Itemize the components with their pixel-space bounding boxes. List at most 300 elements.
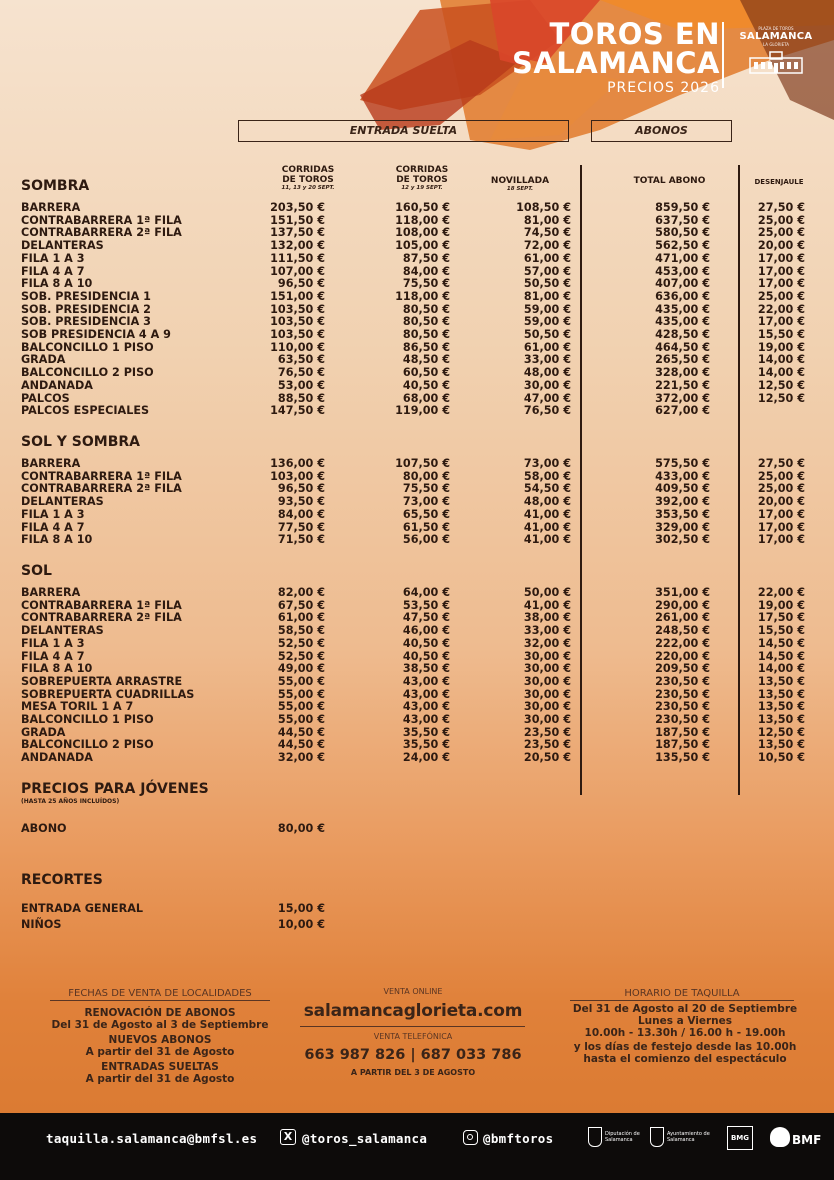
price-corridas-2: 48,50 € [402,353,450,367]
price-corridas-2: 105,00 € [395,239,450,253]
price-corridas-1: 49,00 € [277,662,325,676]
price-desenjaule: 13,50 € [757,738,805,752]
price-desenjaule: 27,50 € [757,201,805,214]
price-novillada: 38,00 € [523,611,571,625]
price-total-abono: 261,00 € [655,611,710,625]
price-corridas-1: 110,00 € [270,340,325,354]
price-desenjaule: 15,50 € [757,328,805,341]
seat-name: FILA 1 A 3 [21,507,85,521]
price-corridas-1: 55,00 € [277,700,325,714]
price-corridas-1: 111,50 € [270,251,325,265]
price-corridas-2: 80,50 € [402,328,450,341]
price-corridas-1: 67,50 € [277,598,325,612]
price-novillada: 33,00 € [523,353,571,367]
price-desenjaule: 13,50 € [757,674,805,688]
price-total-abono: 220,00 € [655,649,710,663]
seat-name: ANDANADA [21,378,93,392]
fechas-title: FECHAS DE VENTA DE LOCALIDADES [50,988,270,1001]
price-corridas-2: 40,50 € [402,636,450,650]
price-corridas-1: 44,50 € [277,738,325,752]
price-corridas-1: 151,50 € [270,213,325,227]
price-desenjaule: 22,00 € [757,586,805,599]
x-twitter-icon: X [280,1129,296,1145]
price-desenjaule: 13,50 € [757,713,805,726]
price-total-abono: 230,50 € [655,713,710,726]
seat-name: FILA 4 A 7 [21,649,85,663]
price-desenjaule: 17,00 € [757,507,805,521]
price-total-abono: 433,00 € [655,469,710,483]
price-corridas-1: 63,50 € [277,353,325,367]
price-desenjaule: 25,00 € [757,482,805,496]
price-row [21,496,811,509]
fechas-block: RENOVACIÓN DE ABONOS Del 31 de Agosto al 3 de Septiembre NUEVOS ABONOS A partir del 31 de Agosto ENTRADAS SUELTAS A partir del 31 de Agosto [51,1007,269,1085]
price-total-abono: 435,00 € [655,315,710,329]
price-corridas-2: 53,50 € [402,598,450,612]
price-corridas-1: 147,50 € [270,404,325,418]
price-novillada: 20,50 € [523,751,571,765]
price-row [21,253,811,266]
price-novillada: 30,00 € [523,674,571,688]
seat-name: SOBREPUERTA CUADRILLAS [21,687,195,701]
price-novillada: 57,00 € [523,264,571,278]
price-novillada: 48,00 € [523,366,571,380]
price-corridas-1: 103,50 € [270,302,325,316]
price-corridas-2: 56,00 € [402,533,450,547]
price-total-abono: 328,00 € [655,366,710,380]
col-corridas-2: CORRIDAS DE TOROS 12 y 19 SEPT. [395,165,449,191]
price-corridas-2: 60,50 € [402,366,450,380]
seat-name: CONTRABARRERA 2ª FILA [21,611,182,625]
price-row [21,202,811,215]
price-novillada: 50,00 € [523,586,571,599]
price-corridas-2: 43,00 € [402,700,450,714]
ayuntamiento-shield-icon [650,1127,664,1147]
price-corridas-1: 58,50 € [277,624,325,638]
price-corridas-2: 40,50 € [402,649,450,663]
price-corridas-1: 151,00 € [270,289,325,303]
price-total-abono: 222,00 € [655,636,710,650]
price-total-abono: 353,50 € [655,507,710,521]
price-desenjaule: 17,00 € [757,251,805,265]
price-novillada: 41,00 € [523,520,571,534]
seat-name: CONTRABARRERA 1ª FILA [21,598,182,612]
price-novillada: 74,50 € [523,226,571,240]
price-total-abono: 265,50 € [655,353,710,367]
plaza-logo [722,22,828,88]
price-row [21,380,811,393]
price-desenjaule: 17,00 € [757,520,805,534]
price-corridas-1: 55,00 € [277,687,325,701]
price-corridas-1: 82,00 € [277,586,325,599]
horario-block: Del 31 de Agosto al 20 de Septiembre Lunes a Viernes 10.00h - 13.30h / 16.00 h - 19.00h y los días de festejo desde las 10.00h hasta el comienzo del espectáculo [572,1003,798,1065]
price-corridas-1: 44,50 € [277,725,325,739]
price-row [21,638,811,651]
col-desenjaule: DESENJAULE [754,178,804,186]
price-desenjaule: 17,00 € [757,533,805,547]
price-corridas-2: 68,00 € [402,391,450,405]
price-corridas-2: 75,50 € [402,482,450,496]
seat-name: BARRERA [21,457,81,470]
price-row [21,663,811,676]
price-corridas-1: 103,50 € [270,315,325,329]
entrada-suelta-header: ENTRADA SUELTA [238,120,569,142]
price-total-abono: 428,50 € [655,328,710,341]
recortes-row [21,919,811,932]
price-novillada: 41,00 € [523,507,571,521]
seat-name: FILA 4 A 7 [21,520,85,534]
price-corridas-2: 87,50 € [402,251,450,265]
seat-name: FILA 4 A 7 [21,264,85,278]
price-total-abono: 248,50 € [655,624,710,638]
price-desenjaule: 25,00 € [757,289,805,303]
price-desenjaule: 27,50 € [757,457,805,470]
venta-online-label: VENTA ONLINE [383,987,443,996]
price-novillada: 61,00 € [523,251,571,265]
price-total-abono: 859,50 € [655,201,710,214]
price-novillada: 108,50 € [516,201,571,214]
price-corridas-1: 61,00 € [277,611,325,625]
horario-title: HORARIO DE TAQUILLA [570,988,794,1001]
price-corridas-1: 103,00 € [270,469,325,483]
price-corridas-1: 76,50 € [277,366,325,380]
price-corridas-2: 40,50 € [402,378,450,392]
price-total-abono: 636,00 € [655,289,710,303]
price-row [21,509,811,522]
price-novillada: 41,00 € [523,533,571,547]
recortes-price: 10,00 € [277,918,325,931]
price-corridas-1: 93,50 € [277,495,325,509]
price-total-abono: 562,50 € [655,239,710,253]
seat-name: BALCONCILLO 2 PISO [21,738,154,752]
price-corridas-2: 46,00 € [402,624,450,638]
price-corridas-2: 80,50 € [402,315,450,329]
price-corridas-1: 84,00 € [277,507,325,521]
sponsor-bmf-logo: BMF [792,1133,822,1147]
price-row [21,367,811,380]
price-novillada: 32,00 € [523,636,571,650]
seat-name: MESA TORIL 1 A 7 [21,700,134,714]
price-novillada: 30,00 € [523,662,571,676]
instagram-handle[interactable]: @bmftoros [483,1131,554,1146]
price-desenjaule: 25,00 € [757,226,805,240]
recortes-name: NIÑOS [21,918,62,931]
price-corridas-1: 88,50 € [277,391,325,405]
price-corridas-2: 80,50 € [402,302,450,316]
price-total-abono: 372,00 € [655,391,710,405]
price-novillada: 50,50 € [523,328,571,341]
price-corridas-2: 35,50 € [402,725,450,739]
price-novillada: 73,00 € [523,457,571,470]
price-desenjaule: 19,00 € [757,340,805,354]
price-corridas-1: 96,50 € [277,277,325,291]
price-total-abono: 464,50 € [655,340,710,354]
sombra-title: SOMBRA [21,178,90,194]
price-novillada: 30,00 € [523,700,571,714]
price-row [21,291,811,304]
price-corridas-2: 118,00 € [395,213,450,227]
phone-numbers[interactable]: 663 987 826 | 687 033 786 [304,1047,522,1063]
seat-name: DELANTERAS [21,239,104,253]
price-corridas-1: 77,50 € [277,520,325,534]
price-desenjaule: 14,50 € [757,649,805,663]
seat-name: GRADA [21,353,66,367]
price-row [21,458,811,471]
price-desenjaule: 17,50 € [757,611,805,625]
price-row [21,752,811,765]
price-novillada: 58,00 € [523,469,571,483]
price-total-abono: 221,50 € [655,378,710,392]
sponsor-ayuntamiento: Ayuntamiento de Salamanca [667,1131,710,1143]
price-row [21,587,811,600]
price-total-abono: 453,00 € [655,264,710,278]
logo-top-text: PLAZA DE TOROS [758,26,794,31]
title-subtitle: PRECIOS 2026 [607,80,720,96]
col-total-abono: TOTAL ABONO [633,176,706,186]
bull-head-icon [770,1127,790,1147]
price-corridas-2: 84,00 € [402,264,450,278]
price-corridas-1: 203,50 € [270,201,325,214]
title-line-1: TOROS EN [549,17,720,51]
seat-name: FILA 1 A 3 [21,251,85,265]
price-desenjaule: 17,00 € [757,264,805,278]
price-total-abono: 580,50 € [655,226,710,240]
seat-name: PALCOS [21,391,70,405]
price-novillada: 30,00 € [523,378,571,392]
price-corridas-2: 73,00 € [402,495,450,509]
price-novillada: 23,50 € [523,725,571,739]
price-total-abono: 230,50 € [655,687,710,701]
price-corridas-1: 55,00 € [277,713,325,726]
price-desenjaule: 25,00 € [757,469,805,483]
price-total-abono: 329,00 € [655,520,710,534]
divider [300,1026,525,1027]
price-novillada: 47,00 € [523,391,571,405]
price-total-abono: 351,00 € [655,586,710,599]
recortes-price: 15,00 € [277,902,325,915]
price-row [21,676,811,689]
price-total-abono: 627,00 € [655,404,710,418]
sol-title: SOL [21,563,52,579]
price-corridas-2: 43,00 € [402,674,450,688]
seat-name: BARRERA [21,201,81,214]
price-total-abono: 187,50 € [655,738,710,752]
col-corridas-1: CORRIDAS DE TOROS 11, 13 y 20 SEPT. [281,165,335,191]
jovenes-title: PRECIOS PARA JÓVENES [21,781,209,797]
jovenes-price: 80,00 € [277,822,325,835]
price-novillada: 61,00 € [523,340,571,354]
seat-name: BALCONCILLO 1 PISO [21,340,154,354]
price-row [21,625,811,638]
price-novillada: 50,50 € [523,277,571,291]
price-corridas-2: 118,00 € [395,289,450,303]
seat-name: SOB PRESIDENCIA 4 A 9 [21,328,171,341]
price-corridas-2: 35,50 € [402,738,450,752]
price-corridas-1: 132,00 € [270,239,325,253]
logo-name: SALAMANCA [739,31,813,42]
footer-bar [0,1113,834,1180]
page-title [500,17,720,96]
price-corridas-1: 137,50 € [270,226,325,240]
price-corridas-2: 108,00 € [395,226,450,240]
seat-name: ANDANADA [21,751,93,765]
price-desenjaule: 25,00 € [757,213,805,227]
price-row [21,278,811,291]
price-novillada: 30,00 € [523,713,571,726]
email-link[interactable]: taquilla.salamanca@bmfsl.es [46,1131,258,1146]
sponsor-diputacion: Diputación de Salamanca [605,1131,640,1143]
seat-name: FILA 1 A 3 [21,636,85,650]
price-novillada: 41,00 € [523,598,571,612]
seat-name: GRADA [21,725,66,739]
price-row [21,714,811,727]
seat-name: SOB. PRESIDENCIA 1 [21,289,151,303]
seat-name: FILA 8 A 10 [21,533,93,547]
price-total-abono: 230,50 € [655,674,710,688]
seat-name: SOB. PRESIDENCIA 3 [21,315,151,329]
bullring-building-icon [746,50,806,74]
seat-name: BALCONCILLO 1 PISO [21,713,154,726]
price-desenjaule: 10,50 € [757,751,805,765]
seat-name: CONTRABARRERA 2ª FILA [21,226,182,240]
price-total-abono: 392,00 € [655,495,710,509]
recortes-name: ENTRADA GENERAL [21,902,143,915]
price-corridas-1: 52,50 € [277,649,325,663]
recortes-title: RECORTES [21,872,103,888]
price-desenjaule: 14,00 € [757,366,805,380]
price-total-abono: 637,50 € [655,213,710,227]
twitter-handle[interactable]: @toros_salamanca [302,1131,428,1146]
price-corridas-1: 55,00 € [277,674,325,688]
seat-name: CONTRABARRERA 1ª FILA [21,469,182,483]
price-total-abono: 302,50 € [655,533,710,547]
seat-name: FILA 8 A 10 [21,277,93,291]
seat-name: DELANTERAS [21,495,104,509]
price-desenjaule: 12,50 € [757,378,805,392]
price-desenjaule: 22,00 € [757,302,805,316]
price-row [21,329,811,342]
price-novillada: 81,00 € [523,289,571,303]
price-novillada: 81,00 € [523,213,571,227]
price-novillada: 54,50 € [523,482,571,496]
price-desenjaule: 14,50 € [757,636,805,650]
price-total-abono: 230,50 € [655,700,710,714]
venta-telefonica-label: VENTA TELEFÓNICA [373,1032,453,1041]
price-corridas-1: 32,00 € [277,751,325,765]
seat-name: CONTRABARRERA 1ª FILA [21,213,182,227]
price-novillada: 30,00 € [523,649,571,663]
price-total-abono: 135,50 € [655,751,710,765]
price-corridas-1: 71,50 € [277,533,325,547]
sponsor-bmg-logo: BMG [727,1126,753,1150]
price-corridas-1: 52,50 € [277,636,325,650]
price-desenjaule: 12,50 € [757,725,805,739]
price-row [21,405,811,418]
seat-name: FILA 8 A 10 [21,662,93,676]
price-novillada: 48,00 € [523,495,571,509]
price-total-abono: 209,50 € [655,662,710,676]
jovenes-row [21,823,811,836]
abonos-header: ABONOS [591,120,732,142]
recortes-row [21,903,811,916]
col-novillada: NOVILLADA 18 SEPT. [490,176,550,192]
price-corridas-2: 119,00 € [395,404,450,418]
price-corridas-1: 53,00 € [277,378,325,392]
price-total-abono: 409,50 € [655,482,710,496]
price-total-abono: 290,00 € [655,598,710,612]
seat-name: BALCONCILLO 2 PISO [21,366,154,380]
price-novillada: 59,00 € [523,315,571,329]
price-total-abono: 435,00 € [655,302,710,316]
price-corridas-2: 75,50 € [402,277,450,291]
price-row [21,240,811,253]
seat-name: SOB. PRESIDENCIA 2 [21,302,151,316]
price-corridas-2: 160,50 € [395,201,450,214]
price-corridas-2: 61,50 € [402,520,450,534]
price-corridas-2: 43,00 € [402,713,450,726]
price-desenjaule: 13,50 € [757,700,805,714]
phone-note: A PARTIR DEL 3 DE AGOSTO [350,1068,476,1077]
price-corridas-2: 80,00 € [402,469,450,483]
price-desenjaule: 15,50 € [757,624,805,638]
price-desenjaule: 20,00 € [757,239,805,253]
price-corridas-1: 136,00 € [270,457,325,470]
price-novillada: 23,50 € [523,738,571,752]
seat-name: CONTRABARRERA 2ª FILA [21,482,182,496]
price-desenjaule: 14,00 € [757,353,805,367]
seat-name: DELANTERAS [21,624,104,638]
price-corridas-2: 38,50 € [402,662,450,676]
price-desenjaule: 19,00 € [757,598,805,612]
price-novillada: 72,00 € [523,239,571,253]
price-desenjaule: 14,00 € [757,662,805,676]
price-corridas-1: 103,50 € [270,328,325,341]
price-novillada: 30,00 € [523,687,571,701]
price-novillada: 59,00 € [523,302,571,316]
logo-sub-text: LA GLORIETA [762,42,790,47]
price-total-abono: 407,00 € [655,277,710,291]
seat-name: PALCOS ESPECIALES [21,404,150,418]
price-total-abono: 575,50 € [655,457,710,470]
price-desenjaule: 17,00 € [757,315,805,329]
price-corridas-2: 64,00 € [402,586,450,599]
price-corridas-2: 24,00 € [402,751,450,765]
price-corridas-2: 43,00 € [402,687,450,701]
diputacion-shield-icon [588,1127,602,1147]
price-total-abono: 471,00 € [655,251,710,265]
price-corridas-2: 47,50 € [402,611,450,625]
price-corridas-2: 86,50 € [402,340,450,354]
solysombra-title: SOL Y SOMBRA [21,434,140,450]
price-corridas-1: 96,50 € [277,482,325,496]
price-desenjaule: 12,50 € [757,391,805,405]
price-corridas-2: 107,50 € [395,457,450,470]
price-corridas-1: 107,00 € [270,264,325,278]
price-novillada: 76,50 € [523,404,571,418]
price-novillada: 33,00 € [523,624,571,638]
price-desenjaule: 17,00 € [757,277,805,291]
price-corridas-2: 65,50 € [402,507,450,521]
instagram-icon [463,1130,478,1145]
price-desenjaule: 20,00 € [757,495,805,509]
price-row [21,534,811,547]
seat-name: BARRERA [21,586,81,599]
website-link[interactable]: salamancaglorieta.com [303,1001,523,1021]
seat-name: SOBREPUERTA ARRASTRE [21,674,183,688]
title-line-2: SALAMANCA [511,46,720,80]
jovenes-label: ABONO [21,822,67,835]
jovenes-note: (HASTA 25 AÑOS INCLUÍDOS) [21,798,120,805]
price-desenjaule: 13,50 € [757,687,805,701]
